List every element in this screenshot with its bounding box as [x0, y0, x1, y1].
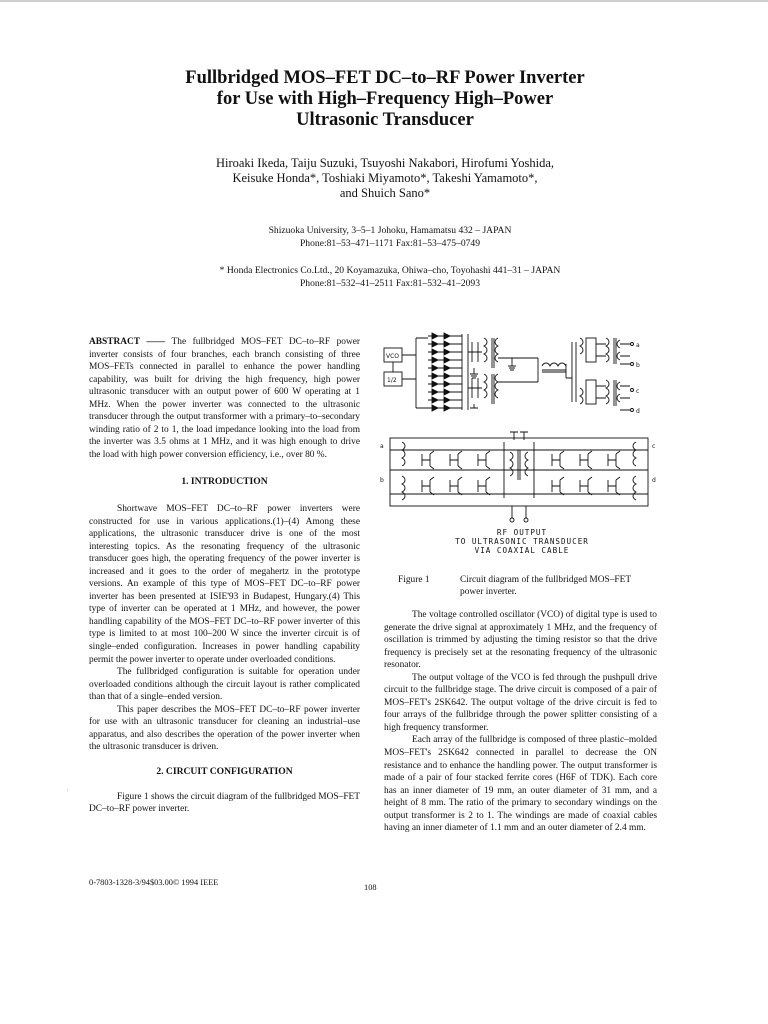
author-line: and Shuich Sano* [339, 186, 431, 200]
section-heading-circuit-configuration: 2. CIRCUIT CONFIGURATION [156, 765, 293, 777]
paragraph: Figure 1 shows the circuit diagram of the fullbridged MOS–FET DC–to–RF power inverter. [89, 791, 360, 815]
paragraph: The voltage controlled oscillator (VCO) of digital type is used to generate the drive signal at approximately 1 MHz, and the frequency of oscillation is trimmed by adjusting the timing resistor so that the drive frequency is precisely set at the resonating frequency of the ultrasonic resonator. [384, 610, 657, 671]
terminal-label: b [636, 362, 640, 369]
page-number: 108 [364, 883, 377, 892]
margin-mark: · [66, 786, 69, 795]
top-rule [0, 0, 768, 2]
abstract [89, 336, 360, 461]
figure-caption-label: Figure 1 [398, 575, 430, 585]
paragraph: The output voltage of the VCO is fed through the pushpull drive circuit to the fullbridge stage. The drive circuit is composed of a pair of MOS–FET's 2SK642. The output voltage of the drive circuit is fed to four arrays of the fullbridge through the power splitter consisting of a high frequency transformer. [384, 672, 657, 733]
terminal-label: a [380, 443, 384, 450]
title-line: Ultrasonic Transducer [296, 110, 474, 130]
paragraph: Each array of the fullbridge is composed of three plastic–molded MOS–FET's 2SK642 connected in parallel to decrease the ON resistance and to enhance the handling power. The output transformer is made of a pair of four stacked ferrite cores (H6F of TDK). Each core has an inner diameter of 19 mm, an outer diameter of 31 mm, and a height of 8 mm. The ratio of the primary to secondary windings on the output transformer is 2 to 1. The windings are made of coaxial cables having an inner diameter of 1.1 mm and an outer diameter of 2.4 mm. [384, 735, 657, 834]
circuit-diagram [372, 328, 662, 526]
rf-output-label [400, 528, 644, 555]
paragraph: This paper describes the MOS–FET DC–to–RF power inverter for use with an ultrasonic transducer for cleaning an industrial–use apparatus, and also describes the operation of the power inverter when the ultrasonic transducer is driven. [89, 704, 360, 753]
terminal-label: d [652, 477, 656, 484]
abstract-text: The fullbridged MOS–FET DC–to–RF power inverter consists of four branches, each branch consisting of three MOS–FETs connected in parallel to enhance the power handling capability, was built for driving the high frequency, high power ultrasonic transducer with an output power of 600 W operating at 1 MHz. When the power inverter was connected to the ultrasonic transducer through the output transformer with a primary–to–secondary winding ratio of 2 to 1, the load impedance looking into the load from the inverter was 3.5 ohms at 1 MHz, and it was high enough to drive the load with high power conversion efficiency, i.e., over 80 %. [89, 337, 360, 460]
title-line: for Use with High–Frequency High–Power [216, 89, 554, 109]
figure-caption-text: Circuit diagram of the fullbridged MOS–FET power inverter. [460, 575, 631, 597]
author-line: Keisuke Honda*, Toshiaki Miyamoto*, Takeshi Yamamoto*, [232, 171, 538, 185]
left-column [89, 336, 360, 816]
rf-label-line: TO ULTRASONIC TRANSDUCER [455, 537, 589, 546]
title-line: Fullbridged MOS–FET DC–to–RF Power Inverter [185, 68, 585, 88]
vco-label: VCO [386, 353, 400, 360]
terminal-label: c [636, 388, 640, 395]
fullbridge-stage [390, 432, 648, 522]
right-column [384, 609, 657, 835]
divider-label: 1/2 [387, 377, 397, 384]
terminal-label: c [652, 443, 656, 450]
power-splitter [498, 338, 583, 404]
affiliation-phone: Phone:81–53–471–1171 Fax:81–53–475–0749 [299, 238, 481, 249]
terminal-label: a [636, 342, 640, 349]
paragraph: Shortwave MOS–FET DC–to–RF power inverters were constructed for use in various applications.(1)–(4) Among these applications, the ultrasonic transducer drive is one of the most interesting topics. As the resonating frequency of the ultrasonic transducer goes high, the operating frequency of the power inverter is increased and it goes to the order of megahertz in the prototype versions. An example of this type of MOS–FET DC–to–RF power inverter has been presented at ISIE'93 in Budapest, Hungary.(4) This type of inverter can be operated at 1 MHz, and however, the power handling capability of the MOS–FET DC–to–RF power inverter of this type is limited to at most 100–200 W since the inverter circuit is of single–ended configuration. Increases in power handling capability permit the power inverter to operate under overloaded conditions. [89, 504, 360, 665]
rf-label-line: RF OUTPUT [496, 528, 548, 537]
author-line: Hiroaki Ikeda, Taiju Suzuki, Tsuyoshi Nakabori, Hirofumi Yoshida, [215, 156, 555, 170]
paper-title [80, 68, 690, 131]
terminal-label: d [636, 408, 640, 415]
affiliation-honda [150, 264, 630, 290]
output-branches [586, 338, 634, 412]
author-list [120, 156, 650, 201]
rf-label-line: VIA COAXIAL CABLE [474, 546, 570, 555]
abstract-heading: ABSTRACT —— [89, 337, 166, 347]
driver-array [428, 333, 468, 411]
figure-caption [398, 574, 648, 598]
terminal-label: b [380, 477, 384, 484]
affiliation-address: Shizuoka University, 3–5–1 Johoku, Hamamatsu 432 – JAPAN [268, 225, 512, 236]
affiliation-shizuoka [150, 224, 630, 250]
section-heading-introduction: 1. INTRODUCTION [181, 476, 268, 488]
affiliation-address: * Honda Electronics Co.Ltd., 20 Koyamazuka, Ohiwa–cho, Toyohashi 441–31 – JAPAN [219, 265, 561, 276]
pushpull-driver [468, 338, 498, 408]
affiliation-phone: Phone:81–532–41–2511 Fax:81–532–41–2093 [299, 278, 481, 289]
paragraph: The fullbridged configuration is suitable for operation under overloaded conditions although the circuit layout is rather complicated than that of a single–ended version. [89, 667, 360, 703]
copyright-notice: 0-7803-1328-3/94$03.00© 1994 IEEE [89, 878, 219, 887]
